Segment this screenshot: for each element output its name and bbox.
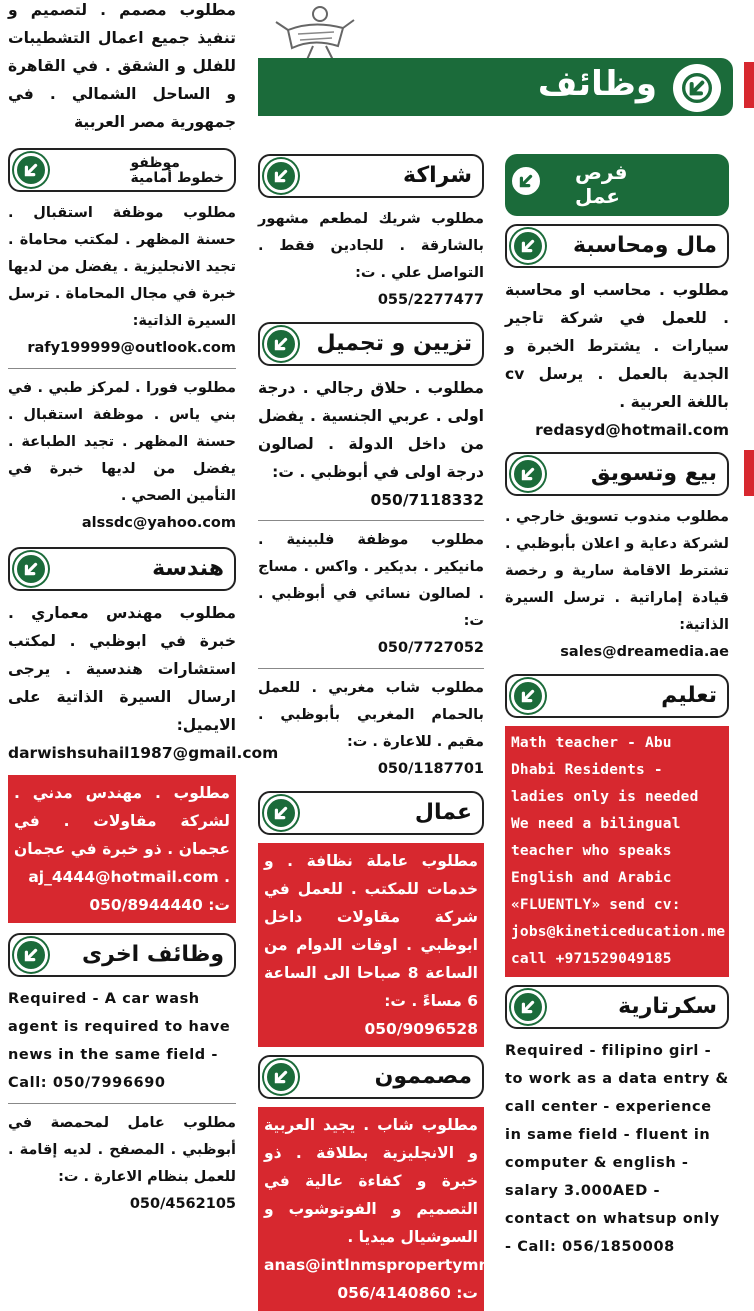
divider [8, 368, 236, 369]
ad-text: مطلوب . مهندس مدني . لشركة مقاولات . في عجمان . ذو خبرة في عجمان . aj_4444@hotmail.com [14, 784, 230, 886]
category-beauty [258, 322, 484, 366]
category-label: بيع وتسويق [590, 461, 717, 486]
mascot-icon [258, 2, 362, 62]
ad-graphic-designer [258, 1107, 550, 1311]
ad-text: مطلوب عامل لمحمصة في أبوظبي . المصفح . لديه إقامة . للعمل بنظام الاعارة . ت: [8, 1115, 236, 1185]
arrow-badge-icon [14, 552, 48, 586]
ad-email: sales@dreamedia.ae [560, 644, 729, 660]
category-label-line2: عمل [575, 184, 620, 208]
category-label-line1: فرص [575, 160, 628, 184]
ad-text: مطلوب شاب . يجيد العربية و الانجليزية بطلاقة . ذو خبرة و كفاءة عالية في التصميم و الفوتوشوب و السوشيال ميديا . [264, 1116, 478, 1246]
category-label: شراكة [403, 163, 472, 188]
ad-email: anas@intlnmspropertymngt.com [264, 1256, 550, 1274]
ad-phone: 050/7727052 [377, 640, 484, 656]
ad-sales-rep [505, 504, 729, 666]
category-sales [505, 452, 729, 496]
arrow-badge-icon [14, 153, 48, 187]
divider [8, 1103, 236, 1104]
ad-email: alssdc@yahoo.com [81, 515, 236, 531]
divider [258, 520, 484, 521]
ad-text: مطلوب موظفة فلبينية . مانيكير . بديكير . واكس . مساج . لصالون نسائي في أبوظبي . ت: [258, 532, 484, 629]
category-designers [258, 1055, 484, 1099]
column-right [505, 146, 729, 1261]
category-label-line2: خطوط أمامية [130, 170, 224, 186]
ad-partner [258, 206, 484, 314]
ad-secretary: Required - filipino girl - to work as a data entry & call center - experience in same field - fluent in computer & english - salary 3.000AED - contact on whatsup only - Call: 056/1850008 [505, 1043, 729, 1255]
arrow-badge-icon [511, 679, 545, 713]
category-label: عمال [414, 800, 472, 825]
ad-receptionist-law [8, 200, 236, 362]
category-education [505, 674, 729, 718]
arrow-badge-icon [264, 796, 298, 830]
ad-civil-engineer [8, 775, 236, 923]
ad-phone: 050/7118332 [370, 491, 484, 509]
arrow-badge-icon [511, 457, 545, 491]
ad-text: مطلوب فورا . لمركز طبي . في بني ياس . موظفة استقبال . حسنة المظهر . تجيد الطباعة . يفضل من لديها خبرة في التأمين الصحي . [8, 380, 236, 504]
ad-architect [8, 599, 279, 767]
ad-barber [258, 374, 484, 514]
ad-moroccan-bath [258, 675, 484, 783]
ad-text: مطلوب . حلاق رجالي . درجة اولى . عربي الجنسية . يفضل من داخل الدولة . لصالون درجة اولى في أبوظبي . ت: [258, 379, 484, 481]
ad-phone: 050/1187701 [377, 761, 484, 777]
ad-phone: ت: 050/8944440 [89, 896, 230, 914]
section-header [258, 58, 733, 116]
ad-phone: 055/2277477 [377, 292, 484, 308]
ad-receptionist-medical [8, 375, 236, 537]
ad-email: rafy199999@outlook.com [27, 340, 236, 356]
ad-text: مطلوب . محاسب او محاسبة . للعمل في شركة تاجير سيارات . يشترط الخبرة و الجدية بالعمل . يرسل cv باللغة العربية . [505, 281, 729, 411]
category-other-jobs [8, 933, 236, 977]
category-label [130, 156, 224, 196]
category-partnership [258, 154, 484, 198]
section-title: وظائف [537, 64, 657, 104]
ad-cleaner [258, 843, 484, 1047]
category-label-line1: موظفو [130, 155, 180, 171]
arrow-badge-icon [264, 327, 298, 361]
category-label: مصممون [374, 1064, 472, 1089]
arrow-badge-icon [673, 64, 721, 112]
column-left [8, 0, 279, 1218]
edge-mark [744, 450, 754, 496]
ad-email: darwishsuhail1987@gmail.com [8, 744, 279, 762]
category-label: وظائف اخرى [81, 942, 224, 967]
category-label [575, 160, 628, 208]
arrow-badge-icon [511, 990, 545, 1024]
category-frontdesk [8, 148, 236, 192]
ad-text: مطلوب شاب مغربي . للعمل بالحمام المغربي بأبوظبي . مقيم . للاعارة . ت: [258, 680, 484, 750]
ad-text: مطلوب مهندس معماري . خبرة في ابوظبي . لمكتب استشارات هندسية . يرجى ارسال السيرة الذاتية على الايميل: [8, 604, 236, 734]
category-label: تعليم [661, 683, 717, 708]
arrow-badge-icon [509, 164, 543, 198]
category-label: سكرتارية [618, 994, 717, 1019]
ad-math-teacher: Math teacher - Abu Dhabi Residents - ladies only is needed We need a bilingual teacher who speaks English and Arabic «FLUENTLY» send cv: jobs@kineticeducation.me call +971529049185 [505, 726, 729, 977]
ad-text: مطلوب موظفة استقبال . حسنة المظهر . لمكتب محاماة . تجيد الانجليزية . يفضل من لديها خبرة في مجال المحاماة . ترسل السيرة الذاتية: [8, 205, 236, 329]
ad-text: مطلوب شريك لمطعم مشهور بالشارقة . للجادين فقط . التواصل علي . ت: [258, 211, 484, 281]
arrow-badge-icon [264, 159, 298, 193]
category-label: هندسة [152, 556, 224, 581]
ad-phone: 050/9096528 [364, 1020, 478, 1038]
ad-text: مطلوب مندوب تسويق خارجي . لشركة دعاية و اعلان بأبوظبي . تشترط الاقامة سارية و رخصة قيادة إماراتية . ترسل السيرة الذاتية: [505, 509, 729, 633]
column-middle [258, 146, 550, 1311]
arrow-badge-icon [14, 938, 48, 972]
category-label: مال ومحاسبة [573, 233, 717, 258]
category-secretarial [505, 985, 729, 1029]
arrow-badge-icon [511, 229, 545, 263]
ad-car-wash: Required - A car wash agent is required to have news in the same field - Call: 050/7996690 [8, 991, 231, 1091]
edge-mark [744, 62, 754, 108]
category-label: تزيين و تجميل [316, 331, 472, 356]
arrow-badge-icon [264, 1060, 298, 1094]
ad-filipina-salon [258, 527, 484, 662]
ad-text: مطلوب عاملة نظافة . و خدمات للمكتب . للعمل في شركة مقاولات داخل ابوظبي . اوقات الدوام من الساعة 8 صباحا الى الساعة 6 مساءً . ت: [264, 852, 478, 1010]
ad-accountant [505, 276, 729, 444]
ad-roastery [8, 1110, 236, 1218]
ad-phone: 050/4562105 [129, 1196, 236, 1212]
category-accounting [505, 224, 729, 268]
ad-email: redasyd@hotmail.com [535, 421, 729, 439]
ad-designer-egypt: مطلوب مصمم . لتصميم و تنفيذ جميع اعمال التشطيبات للفلل و الشقق . في القاهرة و الساحل الشمالي . في جمهورية مصر العربية [8, 1, 236, 131]
divider [258, 668, 484, 669]
category-workers [258, 791, 484, 835]
category-job-opportunities [505, 154, 729, 216]
ad-phone: ت: 056/4140860 [337, 1284, 478, 1302]
category-engineering [8, 547, 236, 591]
